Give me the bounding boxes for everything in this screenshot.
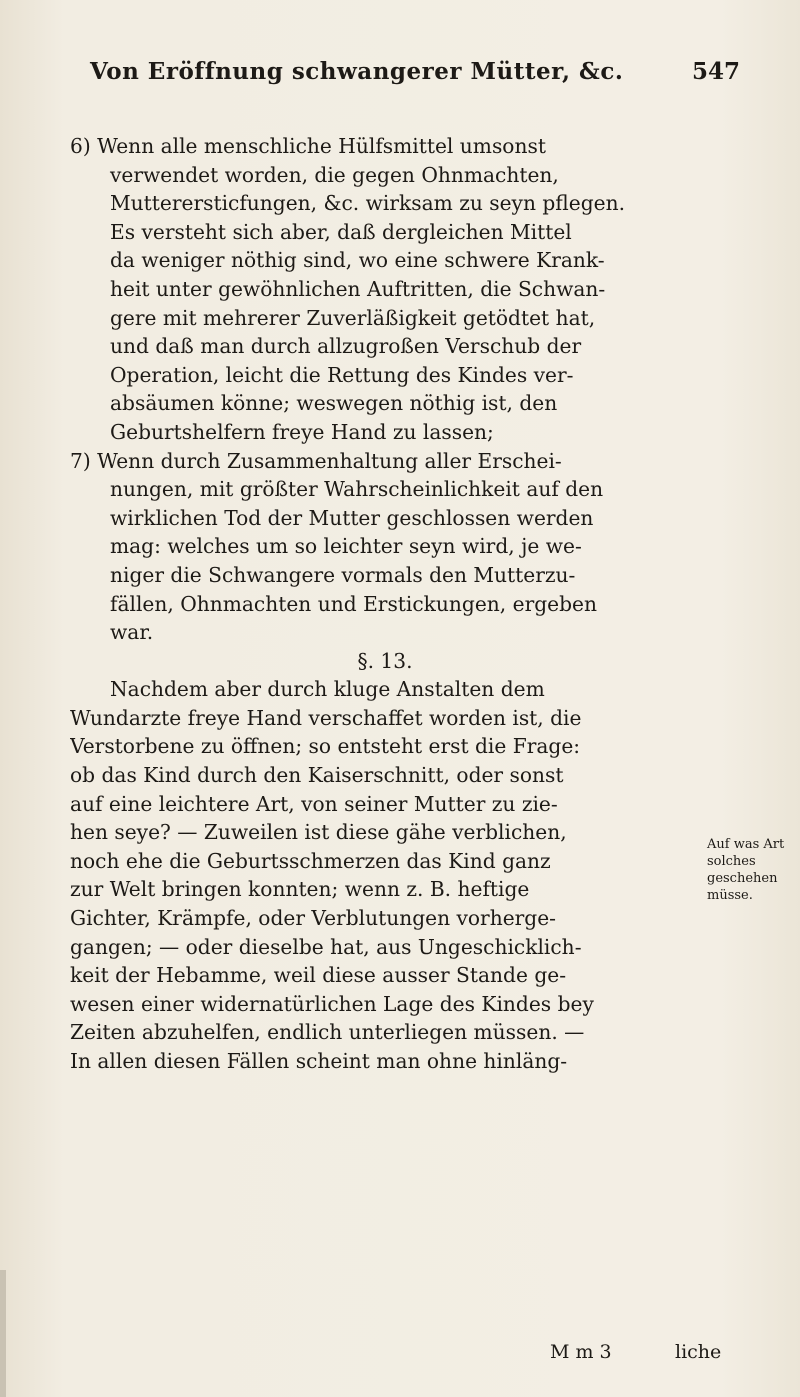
- text-line: wirklichen Tod der Mutter geschlossen werden: [110, 505, 594, 530]
- text-line: Verstorbene zu öffnen; so entsteht erst die Frage:: [70, 734, 581, 759]
- catchline: [500, 1341, 780, 1367]
- text-line: fällen, Ohnmachten und Erstickungen, ergeben: [110, 591, 597, 616]
- text-line: 6) Wenn alle menschliche Hülfsmittel umsonst: [70, 134, 546, 158]
- text-line: gangen; — oder dieselbe hat, aus Ungeschicklich-: [70, 934, 582, 959]
- text-line: war.: [110, 620, 154, 645]
- text-line: Mutterersticfungen, &c. wirksam zu seyn pflegen.: [110, 191, 625, 216]
- text-line: In allen diesen Fällen scheint man ohne hinläng-: [70, 1049, 568, 1073]
- page-edge-shadow: [0, 1270, 6, 1397]
- text-line: heit unter gewöhnlichen Auftritten, die Schwan-: [110, 276, 606, 301]
- margin-note: Auf was Art solches geschehen müsse.: [707, 837, 785, 903]
- text-line: ob das Kind durch den Kaiserschnitt, oder sonst: [70, 763, 564, 788]
- section-heading: §. 13.: [357, 648, 413, 673]
- text-line: nungen, mit größter Wahrscheinlichkeit auf den: [110, 477, 604, 502]
- text-line: Nachdem aber durch kluge Anstalten dem: [110, 677, 545, 702]
- text-line: keit der Hebamme, weil diese ausser Stande ge-: [70, 963, 567, 988]
- text-line: Es versteht sich aber, daß dergleichen Mittel: [110, 219, 572, 244]
- text-line: Operation, leicht die Rettung des Kindes ver-: [110, 362, 574, 387]
- signature-mark: M m 3: [550, 1341, 612, 1363]
- text-line: mag: welches um so leichter seyn wird, je we-: [110, 534, 582, 559]
- text-line: Gichter, Krämpfe, oder Verblutungen vorherge-: [70, 906, 556, 931]
- text-line: noch ehe die Geburtsschmerzen das Kind ganz: [70, 848, 551, 873]
- text-line: 7) Wenn durch Zusammenhaltung aller Erschei-: [70, 448, 562, 473]
- text-line: Zeiten abzuhelfen, endlich unterliegen müssen. —: [70, 1020, 585, 1045]
- text-line: zur Welt bringen konnten; wenn z. B. heftige: [70, 877, 530, 902]
- catchword: liche: [675, 1341, 722, 1363]
- text-line: absäumen könne; weswegen nöthig ist, den: [110, 391, 558, 416]
- body-text: [70, 132, 700, 1076]
- text-line: auf eine leichtere Art, von seiner Mutter zu zie-: [70, 791, 558, 816]
- page-number: 547: [691, 58, 740, 85]
- text-line: verwendet worden, die gegen Ohnmachten,: [110, 162, 559, 187]
- text-line: Wundarzte freye Hand verschaffet worden ist, die: [70, 705, 582, 730]
- text-line: gere mit mehrerer Zuverläßigkeit getödtet hat,: [110, 305, 596, 330]
- text-line: niger die Schwangere vormals den Mutterzu-: [110, 562, 576, 587]
- running-title: Von Eröffnung schwangerer Mütter, &c.: [90, 58, 624, 85]
- text-line: Geburtshelfern freye Hand zu lassen;: [110, 419, 494, 444]
- text-line: da weniger nöthig sind, wo eine schwere Krank-: [110, 248, 605, 273]
- running-header: [90, 58, 770, 98]
- text-line: und daß man durch allzugroßen Verschub der: [110, 334, 582, 359]
- text-line: hen seye? — Zuweilen ist diese gähe verblichen,: [70, 820, 567, 845]
- text-line: wesen einer widernatürlichen Lage des Kindes bey: [70, 991, 594, 1016]
